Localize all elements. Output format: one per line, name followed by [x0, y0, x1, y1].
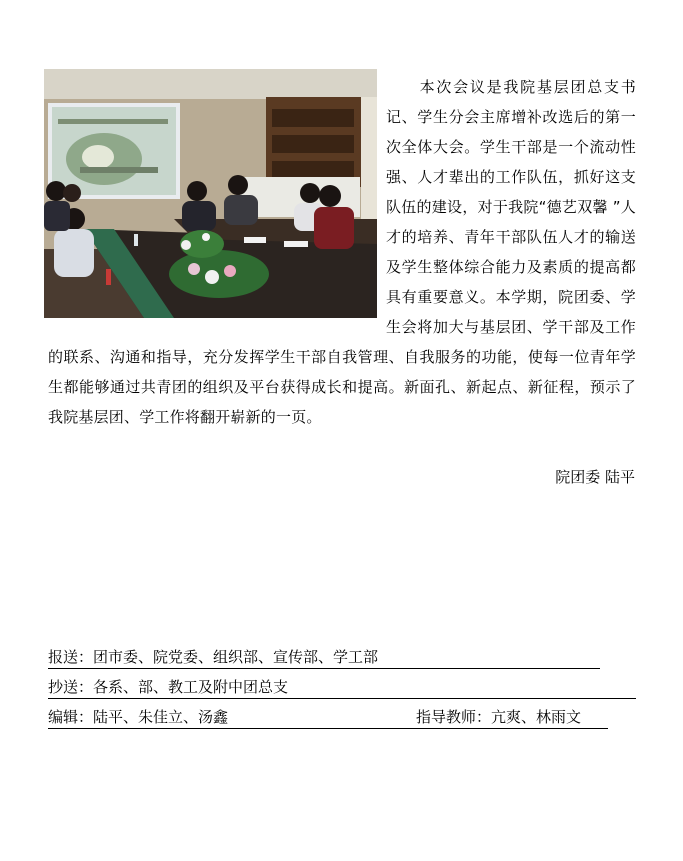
signature: 院团委 陆平 [555, 468, 635, 486]
footer-editors: 编辑：陆平、朱佳立、汤鑫 [48, 708, 229, 726]
footer-copy: 抄送：各系、部、教工及附中团总支 [48, 678, 289, 696]
article-body-text: 本次会议是我院基层团总支书记、学生分会主席增补改选后的第一次全体大会。学生干部是一个流动性强、人才辈出的工作队伍，抓好这支队伍的建设，对于我院“德艺双馨 ”人才的培养、青年干部队伍人才的输送及学生整体综合能力及素质的提高都具有重要意义。本学期，院团委、学生会将加大与基层团、学干部及工作的联系、沟通和指导，充分发挥学生干部自我管理、自我服务的功能，使每一位青年学生都能够通过共青团的组织及平台获得成长和提高。新面孔、新起点、新征程，预示了我院基层团、学工作将翻开崭新的一页。 [48, 78, 636, 426]
article-body [48, 72, 636, 432]
footer-report-line [48, 647, 600, 669]
photo-spacer [48, 72, 386, 324]
footer-report: 报送：团市委、院党委、组织部、宣传部、学工部 [48, 648, 379, 666]
footer-advisor: 指导教师：亢爽、林雨文 [416, 708, 582, 726]
footer-editor-line [48, 707, 608, 729]
footer-copy-line [48, 677, 636, 699]
